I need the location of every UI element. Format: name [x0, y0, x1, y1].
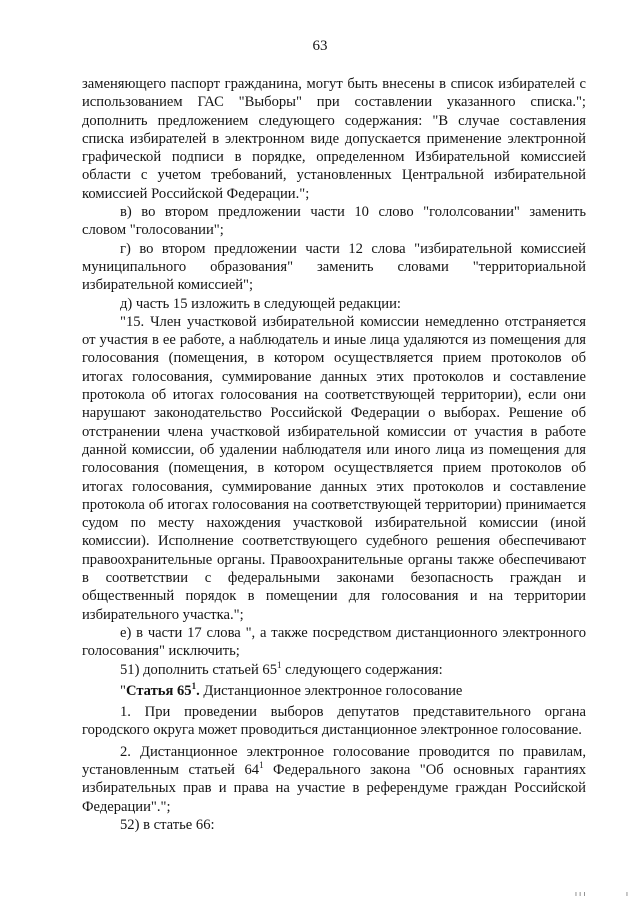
scan-mark-right: ı [626, 890, 628, 898]
item-51-tail: следующего содержания: [281, 661, 443, 678]
article-title-dot: . [196, 682, 200, 699]
paragraph-item-e: е) в части 17 слова ", а также посредством дистанционного электронного голосования" исключить; [82, 624, 586, 660]
paragraph-part-15: "15. Член участковой избирательной комиссии немедленно отстраняется от участия в ее работе, а наблюдатель и иные лица удаляются из помещения для голосования (помещения, в котором осуществляется прием протоколов об итогах голосования, суммирование данных этих протоколов и составление протокола об итогах голосования на соответствующей территории), если они нарушают законодательство Российской Федерации о выборах. Решение об отстранении члена участковой избирательной комиссии от участия в работе данной комиссии, об удалении наблюдателя или иного лица из помещения для голосования (помещения, в котором осуществляется прием протоколов об итогах голосования, суммирование данных этих протоколов и составление протокола об итогах голосования на соответствующей территории) принимается судом по месту нахождения участковой избирательной комиссии (иной комиссии). Исполнение соответствующего судебного решения обеспечивают правоохранительные органы. Правоохранительные органы также обеспечивают в соответствии с федеральными законами безопасность граждан и общественный порядок в помещении для голосования и на территории избирательного участка."; [82, 313, 586, 623]
point-2-tail: Федерального закона "Об основных гарантиях избирательных прав и права на участие в референдуме граждан Российской Федерации"."; [82, 761, 586, 815]
paragraph-item-g: г) во втором предложении части 12 слова "избирательной комиссией муниципального образования" заменить словами "территориальной избирательной комиссией"; [82, 240, 586, 294]
article-heading [82, 682, 586, 700]
paragraph-item-d: д) часть 15 изложить в следующей редакции: [120, 295, 401, 312]
article-quote: " [120, 682, 126, 699]
item-51-text: 51) дополнить статьей 65 [120, 661, 278, 678]
article-superscript: 1 [191, 680, 197, 691]
paragraph-item-52: 52) в статье 66: [120, 816, 215, 833]
item-51-superscript: 1 [277, 659, 282, 670]
paragraph-continuation: заменяющего паспорт гражданина, могут быть внесены в список избирателей с использованием ГАС "Выборы" при составлении указанного списка."; дополнить предложением следующего содержания: "В случае составления списка избирателей в электронном виде допускается применение электронной графической подписи в порядке, определенном Избирательной комиссией области с учетом требований, установленных Центральной избирательной комиссией Российской Федерации."; [82, 76, 586, 202]
paragraph-item-51 [82, 661, 586, 679]
document-body [82, 75, 586, 834]
point-2-text: 2. Дистанционное электронное голосование проводится по правилам, установленным статьей 64 [82, 743, 586, 778]
scan-mark-left: ı ı ı [575, 890, 586, 898]
article-point-1: 1. При проведении выборов депутатов представительного органа городского округа может проводиться дистанционное электронное голосование. [82, 704, 586, 739]
article-point-2 [82, 743, 586, 816]
page-number: 63 [312, 38, 328, 54]
article-subject: Дистанционное электронное голосование [199, 682, 463, 699]
paragraph-item-v: в) во втором предложении части 10 слово "гололсовании" заменить словом "голосовании"; [82, 204, 586, 239]
article-title: Статья 65 [125, 682, 192, 699]
point-2-superscript: 1 [259, 760, 264, 771]
